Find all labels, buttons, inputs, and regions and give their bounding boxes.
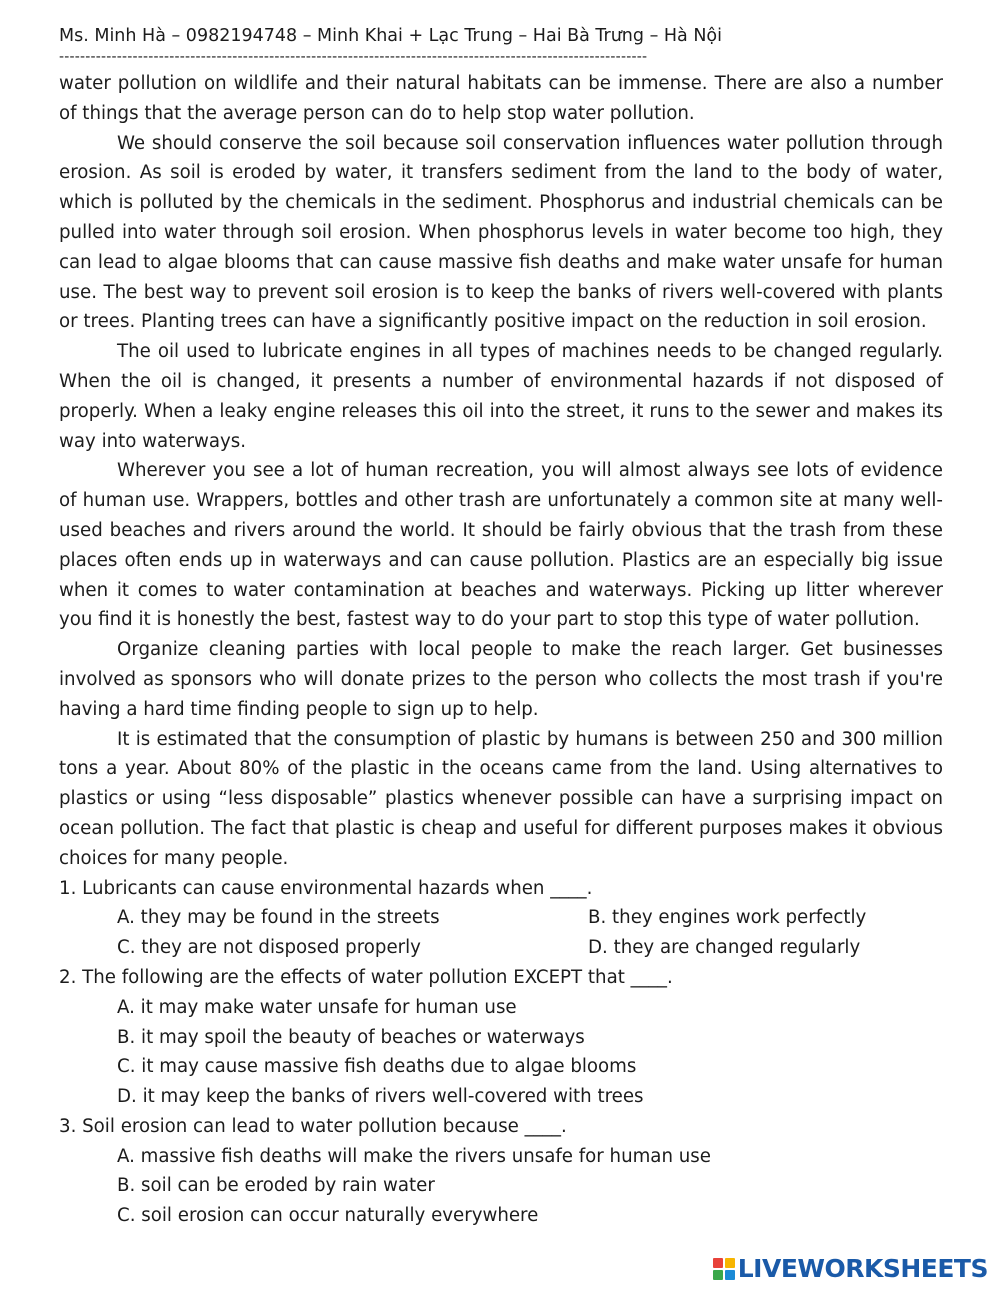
- question-2-option-b[interactable]: B. it may spoil the beauty of beaches or waterways: [117, 1026, 585, 1048]
- logo-tile: [713, 1270, 723, 1280]
- question-2-option-c[interactable]: C. it may cause massive fish deaths due to algae blooms: [117, 1056, 637, 1078]
- question-1-stem: 1. Lubricants can cause environmental hazards when ____.: [59, 877, 593, 899]
- header-separator: ----------------------------------------------------------------------------------------------------------------: [59, 50, 648, 64]
- question-1-option-b[interactable]: B. they engines work perfectly: [588, 907, 867, 929]
- logo-tile: [713, 1258, 723, 1268]
- page-header: Ms. Minh Hà – 0982194748 – Minh Khai + Lạc Trung – Hai Bà Trưng – Hà Nội: [59, 26, 722, 46]
- question-1-option-c[interactable]: C. they are not disposed properly: [117, 937, 421, 959]
- passage-paragraph: water pollution on wildlife and their natural habitats can be immense. There are also a number of things that the average person can do to help stop water pollution.: [59, 73, 943, 124]
- question-3-option-a[interactable]: A. massive fish deaths will make the rivers unsafe for human use: [117, 1145, 711, 1167]
- question-1-option-a[interactable]: A. they may be found in the streets: [117, 907, 440, 929]
- logo-tile: [725, 1270, 735, 1280]
- liveworksheets-brand[interactable]: [713, 1253, 988, 1285]
- logo-tile: [725, 1258, 735, 1268]
- passage-paragraph: Wherever you see a lot of human recreation, you will almost always see lots of evidence of human use. Wrappers, bottles and other trash are unfortunately a common site at many well-used beaches and rivers around the world. It should be fairly obvious that the trash from these places often ends up in waterways and can cause pollution. Plastics are an especially big issue when it comes to water contamination at beaches and waterways. Picking up litter wherever you find it is honestly the best, fastest way to do your part to stop this type of water pollution.: [59, 460, 943, 631]
- question-3-stem: 3. Soil erosion can lead to water pollution because ____.: [59, 1115, 567, 1137]
- question-1-option-d[interactable]: D. they are changed regularly: [588, 937, 861, 959]
- liveworksheets-wordmark: LIVEWORKSHEETS: [737, 1254, 988, 1283]
- question-2-stem: 2. The following are the effects of water pollution EXCEPT that ____.: [59, 966, 673, 988]
- question-2-option-a[interactable]: A. it may make water unsafe for human use: [117, 996, 517, 1018]
- question-1-options-row: [59, 903, 943, 933]
- passage-paragraph: It is estimated that the consumption of plastic by humans is between 250 and 300 million tons a year. About 80% of the plastic in the oceans came from the land. Using alternatives to plastics or using “less disposable” plastics whenever possible can have a surprising impact on ocean pollution. The fact that plastic is cheap and useful for different purposes makes it obvious choices for many people.: [59, 728, 943, 869]
- passage-paragraph: Organize cleaning parties with local people to make the reach larger. Get businesses involved as sponsors who will donate prizes to the person who collects the most trash if you're having a hard time finding people to sign up to help.: [59, 639, 943, 720]
- question-2-option-d[interactable]: D. it may keep the banks of rivers well-covered with trees: [117, 1086, 644, 1108]
- worksheet-content: [59, 69, 943, 1231]
- question-3-option-b[interactable]: B. soil can be eroded by rain water: [117, 1175, 435, 1197]
- liveworksheets-logo-icon: [713, 1258, 735, 1280]
- question-1-options-row: [59, 933, 943, 963]
- question-3-option-c[interactable]: C. soil erosion can occur naturally everywhere: [117, 1205, 539, 1227]
- passage-paragraph: We should conserve the soil because soil conservation influences water pollution through erosion. As soil is eroded by water, it transfers sediment from the land to the body of water, which is polluted by the chemicals in the sediment. Phosphorus and industrial chemicals can be pulled into water through soil erosion. When phosphorus levels in water become too high, they can lead to algae blooms that can cause massive fish deaths and make water unsafe for human use. The best way to prevent soil erosion is to keep the banks of rivers well-covered with plants or trees. Planting trees can have a significantly positive impact on the reduction in soil erosion.: [59, 132, 943, 333]
- passage-paragraph: The oil used to lubricate engines in all types of machines needs to be changed regularly. When the oil is changed, it presents a number of environmental hazards if not disposed of properly. When a leaky engine releases this oil into the street, it runs to the sewer and makes its way into waterways.: [59, 341, 943, 452]
